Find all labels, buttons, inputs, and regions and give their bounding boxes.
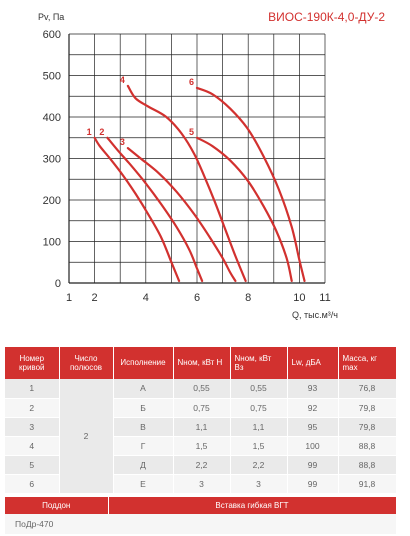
header-pallet: Поддон [5, 497, 108, 514]
header-power-vz: Nном, кВт Вз [230, 347, 287, 379]
cell-power-vz: 0,75 [230, 398, 287, 417]
accessories-header-row [5, 497, 396, 514]
table-row [5, 379, 396, 398]
cell-power-vz: 3 [230, 474, 287, 493]
cell-lw: 100 [287, 436, 338, 455]
curve-label-1: 1 [86, 126, 92, 137]
cell-mass: 76,8 [338, 379, 396, 398]
cell-curve: 4 [5, 436, 59, 455]
cell-curve: 1 [5, 379, 59, 398]
y-tick-label: 0 [54, 278, 61, 290]
cell-power-vz: 1,5 [230, 436, 287, 455]
curve-5 [197, 138, 292, 281]
y-tick-label: 400 [42, 112, 61, 124]
cell-mass: 91,8 [338, 474, 396, 493]
y-tick-label: 600 [42, 29, 61, 41]
cell-lw: 92 [287, 398, 338, 417]
cell-power-vz: 0,55 [230, 379, 287, 398]
cell-variant: В [113, 417, 173, 436]
curve-label-6: 6 [188, 76, 194, 87]
header-power-h: Nном, кВт Н [173, 347, 230, 379]
cell-power-vz: 2,2 [230, 455, 287, 474]
curve-label-5: 5 [188, 126, 194, 137]
cell-lw: 99 [287, 474, 338, 493]
header-variant: Исполнение [113, 347, 173, 379]
cell-variant: Д [113, 455, 173, 474]
cell-power-h: 0,75 [173, 398, 230, 417]
curve-label-2: 2 [99, 126, 105, 137]
cell-flex-insert [108, 514, 396, 534]
cell-mass: 88,8 [338, 436, 396, 455]
header-poles: Число полюсов [59, 347, 113, 379]
cell-lw: 99 [287, 455, 338, 474]
header-mass: Масса, кг max [338, 347, 396, 379]
cell-lw: 95 [287, 417, 338, 436]
cell-variant: Г [113, 436, 173, 455]
curve-label-3: 3 [119, 137, 125, 148]
cell-curve: 6 [5, 474, 59, 493]
cell-lw: 93 [287, 379, 338, 398]
cell-curve: 5 [5, 455, 59, 474]
y-tick-label: 200 [42, 195, 61, 207]
cell-variant: Е [113, 474, 173, 493]
header-flex-insert: Вставка гибкая ВГТ [108, 497, 396, 514]
cell-pallet: ПоДр-470 [5, 514, 108, 534]
curve-2 [107, 138, 202, 281]
table-header-row [5, 347, 396, 379]
cell-power-h: 2,2 [173, 455, 230, 474]
spec-table [5, 347, 397, 494]
y-axis-label: Pv, Па [38, 12, 65, 22]
cell-variant: А [113, 379, 173, 398]
chart-curves [87, 75, 305, 281]
header-curve: Номер кривой [5, 347, 59, 379]
cell-mass: 79,8 [338, 398, 396, 417]
cell-power-h: 1,1 [173, 417, 230, 436]
y-tick-label: 500 [42, 70, 61, 83]
curve-1 [95, 138, 179, 281]
y-tick-label: 300 [42, 153, 61, 166]
cell-mass: 88,8 [338, 455, 396, 474]
chart-title: ВИОС-190К-4,0-ДУ-2 [268, 10, 385, 24]
cell-variant: Б [113, 398, 173, 417]
x-tick-label: 10 [293, 292, 306, 304]
cell-curve: 3 [5, 417, 59, 436]
cell-poles: 2 [59, 379, 113, 493]
cell-mass: 79,8 [338, 417, 396, 436]
x-tick-label: 6 [193, 292, 201, 304]
accessories-row [5, 514, 396, 534]
x-tick-label: 2 [91, 292, 98, 304]
cell-curve: 2 [5, 398, 59, 417]
cell-power-h: 0,55 [173, 379, 230, 398]
accessories-table [5, 497, 397, 534]
cell-power-h: 1,5 [173, 436, 230, 455]
x-tick-label: 1 [65, 292, 73, 304]
x-tick-label: 11 [319, 292, 331, 304]
cell-power-vz: 1,1 [230, 417, 287, 436]
curve-label-4: 4 [119, 74, 125, 85]
x-tick-label: 8 [245, 292, 252, 304]
x-axis-label: Q, тыс.м³/ч [292, 310, 338, 320]
cell-power-h: 3 [173, 474, 230, 493]
y-tick-label: 100 [42, 236, 61, 249]
header-lw: Lw, дБА [287, 347, 338, 379]
x-tick-label: 4 [142, 292, 149, 304]
